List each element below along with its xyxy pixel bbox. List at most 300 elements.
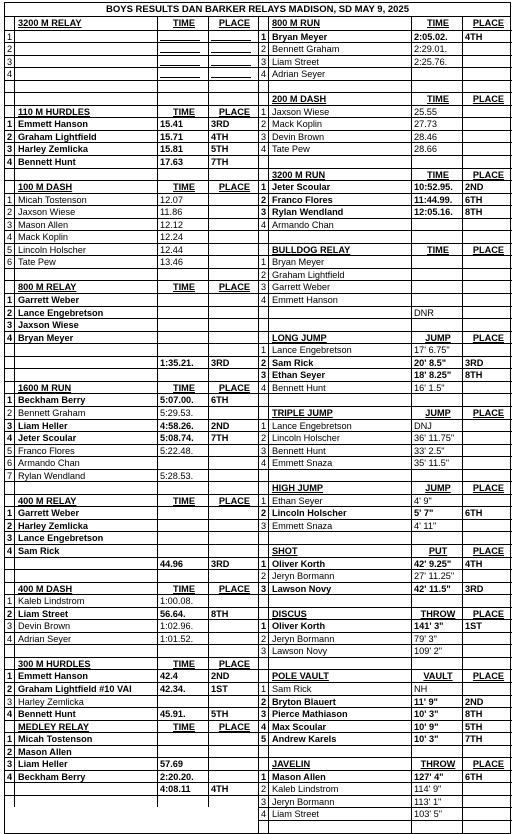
athlete-name: Lawson Novy: [269, 583, 412, 595]
athlete-name: Harley Zemlicka: [15, 143, 158, 155]
place-number: [259, 332, 269, 344]
athlete-name: [15, 93, 158, 105]
result-mark: [158, 645, 209, 657]
athlete-name: [269, 470, 412, 482]
result-mark: 25.55: [412, 106, 463, 118]
athlete-name: Ethan Seyer: [269, 495, 412, 507]
result-mark: TIME: [158, 583, 209, 595]
athlete-name: Mason Allen: [269, 771, 412, 783]
result-mark: [412, 219, 463, 231]
place-number: [5, 344, 15, 356]
finish-place: 6TH: [465, 771, 483, 782]
athlete-name: [15, 558, 158, 570]
place-number: 4: [259, 721, 269, 733]
result-mark: 2:29.01.: [412, 43, 463, 55]
athlete-name: Lincoln Holscher: [15, 244, 158, 256]
athlete-name: Bennett Hunt: [269, 445, 412, 457]
blank-row: [259, 318, 512, 331]
finish-place: 6TH: [211, 395, 229, 406]
athlete-name: Sam Rick: [269, 683, 412, 695]
result-row: [259, 255, 512, 268]
result-row: [259, 306, 512, 319]
place-number: [5, 81, 15, 93]
result-row: [5, 732, 258, 745]
place-number: 1: [259, 106, 269, 118]
finish-place: PLACE: [472, 759, 505, 770]
result-mark: 114' 9": [412, 783, 463, 795]
place-number: 1: [5, 507, 15, 519]
result-mark: TIME: [412, 93, 463, 105]
athlete-name: Graham Lightfield #10 VAI: [15, 683, 158, 695]
result-mark: [158, 294, 209, 306]
result-row: [5, 619, 258, 632]
result-row: [5, 243, 258, 256]
place-number: 6: [5, 457, 15, 469]
result-row: [259, 582, 512, 595]
athlete-name: [15, 369, 158, 381]
athlete-name: [15, 169, 158, 181]
place-number: 2: [5, 131, 15, 143]
result-mark: [412, 532, 463, 544]
finish-place: [463, 658, 512, 670]
result-mark: TIME: [158, 495, 209, 507]
place-number: 2: [259, 507, 269, 519]
place-number: [5, 181, 15, 193]
finish-place: 3RD: [211, 357, 230, 368]
place-number: 2: [5, 683, 15, 695]
result-row: [5, 117, 258, 130]
place-number: 1: [259, 181, 269, 193]
athlete-name: Jaxson Wiese: [15, 319, 158, 331]
blank-row: [5, 795, 258, 808]
athlete-name: Tate Pew: [15, 256, 158, 268]
result-row: [259, 419, 512, 432]
finish-place: PLACE: [472, 483, 505, 494]
place-number: [259, 746, 269, 758]
result-mark: [412, 658, 463, 670]
result-mark: 15.81: [158, 143, 209, 155]
place-number: 1: [259, 256, 269, 268]
result-mark: 42' 11.5": [412, 583, 463, 595]
result-row: [259, 494, 512, 507]
result-mark: 1:35.21.: [158, 357, 209, 369]
event-header-row: [5, 657, 258, 670]
result-row: [259, 30, 512, 43]
result-mark: 11:44.99.: [412, 194, 463, 206]
result-mark: 28.46: [412, 131, 463, 143]
place-number: 4: [259, 143, 269, 155]
finish-place: [209, 470, 258, 482]
result-mark: [158, 482, 209, 494]
result-mark: 15.41: [158, 118, 209, 130]
place-number: 4: [259, 294, 269, 306]
finish-place: [209, 244, 258, 256]
result-mark: 2:25.76.: [412, 56, 463, 68]
finish-place: [209, 696, 258, 708]
place-number: [5, 17, 15, 30]
blank-row: [5, 92, 258, 105]
athlete-name: Andrew Karels: [269, 733, 412, 745]
place-number: 4: [5, 771, 15, 783]
athlete-name: Ethan Seyer: [269, 369, 412, 381]
result-mark: [412, 821, 463, 833]
finish-place: 1ST: [211, 683, 228, 694]
place-number: 2: [5, 307, 15, 319]
result-mark: [412, 281, 463, 293]
finish-place: 6TH: [465, 508, 483, 519]
finish-place: 6TH: [465, 194, 483, 205]
result-row: [5, 531, 258, 544]
place-number: 1: [5, 31, 15, 43]
athlete-name: [269, 156, 412, 168]
finish-place: [463, 683, 512, 695]
athlete-name: Sam Rick: [269, 357, 412, 369]
athlete-name: [269, 319, 412, 331]
athlete-name: Armando Chan: [269, 219, 412, 231]
place-number: 3: [259, 520, 269, 532]
result-mark: 36' 11.75": [412, 432, 463, 444]
result-mark: [158, 169, 209, 181]
athlete-name: Lance Engebretson: [269, 420, 412, 432]
athlete-name: Mason Allen: [15, 746, 158, 758]
finish-place: [209, 645, 258, 657]
place-number: 4: [5, 231, 15, 243]
athlete-name: Harley Zemlicka: [15, 520, 158, 532]
result-row: [5, 607, 258, 620]
athlete-name: Bryan Meyer: [269, 256, 412, 268]
event-name: 800 M RUN: [269, 17, 412, 30]
result-mark: [158, 733, 209, 745]
result-mark: [158, 56, 209, 68]
place-number: 3: [259, 583, 269, 595]
result-mark: 109' 2": [412, 645, 463, 657]
result-mark: TIME: [158, 382, 209, 394]
finish-place: [209, 31, 258, 43]
event-name: 100 M DASH: [15, 181, 158, 193]
athlete-name: [269, 532, 412, 544]
place-number: [259, 307, 269, 319]
result-row: [259, 42, 512, 55]
place-number: 3: [259, 281, 269, 293]
athlete-name: Graham Lightfield: [269, 269, 412, 281]
event-name: 200 M DASH: [269, 93, 412, 105]
finish-place: [463, 131, 512, 143]
finish-place: [463, 746, 512, 758]
blank-row: [259, 393, 512, 406]
place-number: [259, 319, 269, 331]
athlete-name: Armando Chan: [15, 457, 158, 469]
event-header-row: [259, 331, 512, 344]
place-number: 1: [5, 194, 15, 206]
athlete-name: [15, 56, 158, 68]
place-number: [259, 758, 269, 770]
finish-place: 4TH: [465, 558, 483, 569]
result-mark: [412, 595, 463, 607]
result-mark: 13.46: [158, 256, 209, 268]
place-number: [5, 106, 15, 118]
athlete-name: [15, 645, 158, 657]
result-row: [5, 669, 258, 682]
finish-place: 5TH: [211, 709, 229, 720]
finish-place: [209, 595, 258, 607]
place-number: 3: [259, 708, 269, 720]
event-name: TRIPLE JUMP: [269, 407, 412, 419]
event-header-row: [259, 757, 512, 770]
athlete-name: Lincoln Holscher: [269, 432, 412, 444]
place-number: [259, 93, 269, 105]
finish-place: [209, 231, 258, 243]
place-number: 1: [259, 344, 269, 356]
place-number: 4: [5, 68, 15, 80]
athlete-name: Adrian Seyer: [15, 633, 158, 645]
athlete-name: Adrian Seyer: [269, 68, 412, 80]
result-row: [259, 55, 512, 68]
result-row: [259, 205, 512, 218]
blank-line: [160, 43, 200, 53]
result-row: [5, 406, 258, 419]
athlete-name: [269, 746, 412, 758]
result-mark: 4' 11": [412, 520, 463, 532]
finish-place: [463, 281, 512, 293]
place-number: 6: [5, 256, 15, 268]
finish-place: PLACE: [472, 244, 505, 255]
finish-place: [209, 520, 258, 532]
athlete-name: Micah Tostenson: [15, 194, 158, 206]
place-number: 1: [5, 294, 15, 306]
event-name: 300 M HURDLES: [15, 658, 158, 670]
athlete-name: Rylan Wendland: [15, 470, 158, 482]
result-row: [259, 67, 512, 80]
finish-place: [209, 758, 258, 770]
place-number: [5, 570, 15, 582]
result-row: [5, 431, 258, 444]
result-mark: 5:29.53.: [158, 407, 209, 419]
event-header-row: [5, 582, 258, 595]
finish-place: PLACE: [472, 671, 505, 682]
finish-place: [463, 106, 512, 118]
finish-place: [209, 332, 258, 344]
result-mark: TIME: [158, 721, 209, 733]
result-mark: 127' 4": [412, 771, 463, 783]
result-mark: [158, 43, 209, 55]
result-mark: THROW: [412, 608, 463, 620]
finish-place: [463, 432, 512, 444]
result-mark: TIME: [158, 181, 209, 193]
athlete-name: Garrett Weber: [269, 281, 412, 293]
athlete-name: Jaxson Wiese: [15, 206, 158, 218]
place-number: 1: [259, 771, 269, 783]
athlete-name: Rylan Wendland: [269, 206, 412, 218]
place-number: 3: [5, 319, 15, 331]
place-number: [5, 269, 15, 281]
place-number: [5, 357, 15, 369]
result-mark: [412, 231, 463, 243]
blank-line: [211, 31, 251, 41]
athlete-name: Lawson Novy: [269, 645, 412, 657]
athlete-name: Max Scoular: [269, 721, 412, 733]
place-number: [259, 156, 269, 168]
place-number: [5, 382, 15, 394]
finish-place: PLACE: [472, 608, 505, 619]
finish-place: 7TH: [211, 433, 229, 444]
place-number: [5, 783, 15, 795]
finish-place: [463, 68, 512, 80]
left-column: [5, 17, 258, 833]
finish-place: 7TH: [211, 157, 229, 168]
blank-row: [259, 469, 512, 482]
finish-place: 3RD: [465, 357, 484, 368]
finish-place: [209, 771, 258, 783]
result-mark: 4:58.26.: [158, 420, 209, 432]
result-mark: [158, 332, 209, 344]
athlete-name: Beckham Berry: [15, 771, 158, 783]
athlete-name: Devin Brown: [269, 131, 412, 143]
finish-place: PLACE: [218, 495, 251, 506]
place-number: 1: [5, 670, 15, 682]
event-header-row: [5, 180, 258, 193]
athlete-name: Emmett Hanson: [15, 670, 158, 682]
place-number: 2: [259, 570, 269, 582]
finish-place: PLACE: [218, 658, 251, 669]
athlete-name: Emmett Hanson: [15, 118, 158, 130]
place-number: 1: [259, 620, 269, 632]
result-mark: [412, 81, 463, 93]
result-mark: [412, 256, 463, 268]
result-row: [259, 105, 512, 118]
event-header-row: [259, 607, 512, 620]
blank-row: [5, 343, 258, 356]
finish-place: [209, 507, 258, 519]
result-row: [5, 155, 258, 168]
athlete-name: Mason Allen: [15, 219, 158, 231]
result-row: [5, 293, 258, 306]
result-mark: [158, 507, 209, 519]
result-row: [5, 130, 258, 143]
finish-place: 8TH: [465, 370, 483, 381]
athlete-name: Liam Street: [269, 808, 412, 820]
finish-place: [209, 746, 258, 758]
result-mark: [412, 319, 463, 331]
athlete-name: Garrett Weber: [15, 294, 158, 306]
athlete-name: Oliver Korth: [269, 558, 412, 570]
place-number: [5, 281, 15, 293]
athlete-name: Bennett Hunt: [15, 708, 158, 720]
place-number: 1: [5, 733, 15, 745]
athlete-name: Lance Engebretson: [15, 307, 158, 319]
result-row: [259, 557, 512, 570]
athlete-name: Sam Rick: [15, 545, 158, 557]
result-mark: 44.96: [158, 558, 209, 570]
event-header-row: [259, 243, 512, 256]
place-number: 1: [259, 420, 269, 432]
finish-place: 4TH: [465, 31, 483, 42]
event-header-row: [259, 92, 512, 105]
finish-place: 2ND: [211, 420, 230, 431]
result-mark: 42.4: [158, 670, 209, 682]
place-number: 1: [5, 118, 15, 130]
result-mark: 45.91.: [158, 708, 209, 720]
event-name: 1600 M RUN: [15, 382, 158, 394]
result-row: [259, 130, 512, 143]
result-row: [5, 557, 258, 570]
result-mark: 33' 2.5": [412, 445, 463, 457]
place-number: 3: [259, 645, 269, 657]
athlete-name: Emmett Snaza: [269, 457, 412, 469]
event-name: 3200 M RUN: [269, 169, 412, 181]
place-number: 2: [5, 43, 15, 55]
finish-place: [463, 319, 512, 331]
result-mark: [412, 746, 463, 758]
finish-place: 3RD: [465, 583, 484, 594]
result-row: [259, 368, 512, 381]
athlete-name: [15, 31, 158, 43]
athlete-name: Devin Brown: [15, 620, 158, 632]
place-number: 3: [5, 56, 15, 68]
finish-place: PLACE: [472, 169, 505, 180]
place-number: [259, 658, 269, 670]
event-name: MEDLEY RELAY: [15, 721, 158, 733]
athlete-name: [269, 231, 412, 243]
athlete-name: [269, 821, 412, 833]
finish-place: PLACE: [472, 332, 505, 343]
athlete-name: Jaxson Wiese: [269, 106, 412, 118]
place-number: 1: [259, 31, 269, 43]
athlete-name: Bryton Blauert: [269, 696, 412, 708]
finish-place: [463, 821, 512, 833]
blank-row: [5, 168, 258, 181]
athlete-name: Pierce Mathiason: [269, 708, 412, 720]
result-row: [5, 255, 258, 268]
result-mark: 2:05.02.: [412, 31, 463, 43]
place-number: [5, 583, 15, 595]
event-name: 110 M HURDLES: [15, 106, 158, 118]
event-header-row: [5, 17, 258, 30]
result-mark: 5:22.48.: [158, 445, 209, 457]
event-header-row: [259, 481, 512, 494]
place-number: 3: [5, 758, 15, 770]
result-mark: [158, 520, 209, 532]
event-header-row: [5, 720, 258, 733]
finish-place: PLACE: [218, 182, 251, 193]
finish-place: 7TH: [465, 734, 483, 745]
place-number: [259, 821, 269, 833]
result-row: [5, 55, 258, 68]
result-mark: 4:08.11: [158, 783, 209, 795]
result-mark: [158, 81, 209, 93]
result-row: [259, 456, 512, 469]
place-number: 2: [259, 432, 269, 444]
result-mark: TIME: [412, 244, 463, 256]
result-mark: [158, 570, 209, 582]
finish-place: [463, 495, 512, 507]
result-row: [259, 644, 512, 657]
place-number: 7: [5, 470, 15, 482]
result-row: [5, 230, 258, 243]
result-mark: [158, 68, 209, 80]
result-row: [259, 506, 512, 519]
place-number: [259, 470, 269, 482]
result-mark: 5:28.53.: [158, 470, 209, 482]
finish-place: 8TH: [465, 709, 483, 720]
result-row: [259, 293, 512, 306]
place-number: 2: [259, 269, 269, 281]
finish-place: [209, 256, 258, 268]
result-row: [5, 42, 258, 55]
result-row: [259, 770, 512, 783]
finish-place: [209, 532, 258, 544]
athlete-name: [269, 394, 412, 406]
result-mark: 12.07: [158, 194, 209, 206]
